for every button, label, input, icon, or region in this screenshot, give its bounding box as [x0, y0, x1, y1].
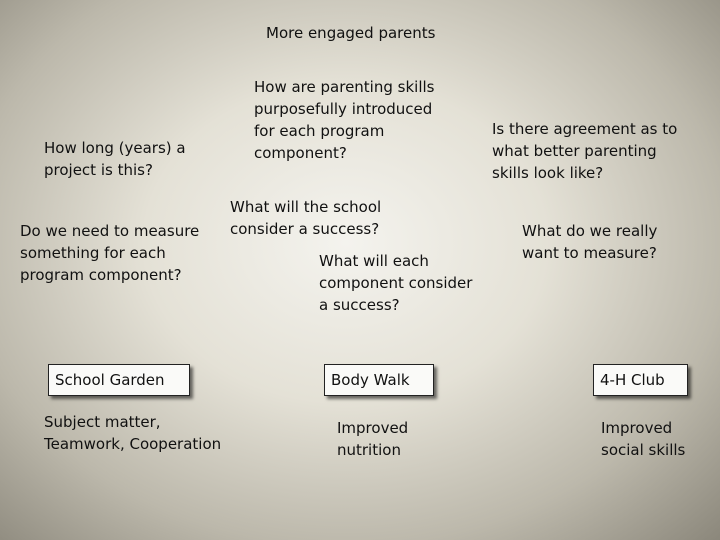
question-component-success: What will each component consider a success? — [319, 252, 473, 314]
slide-title: More engaged parents — [266, 24, 436, 42]
component-label: School Garden — [55, 371, 165, 389]
component-box-4h-club — [593, 364, 688, 396]
outcome-4h-club: Improved social skills — [601, 419, 686, 459]
component-label: Body Walk — [331, 371, 410, 389]
question-how-long: How long (years) a project is this? — [44, 139, 186, 179]
component-label: 4-H Club — [600, 371, 665, 389]
question-agreement-better-skills: Is there agreement as to what better parenting skills look like? — [492, 120, 678, 182]
component-box-body-walk — [324, 364, 434, 396]
outcome-body-walk: Improved nutrition — [337, 419, 409, 459]
component-box-school-garden — [48, 364, 190, 396]
question-want-to-measure: What do we really want to measure? — [522, 222, 658, 262]
question-parenting-skills-introduced: How are parenting skills purposefully introduced for each program component? — [254, 78, 435, 162]
question-need-to-measure: Do we need to measure something for each program component? — [20, 222, 200, 284]
question-school-success: What will the school consider a success? — [230, 198, 382, 238]
outcome-school-garden: Subject matter, Teamwork, Cooperation — [44, 413, 222, 453]
